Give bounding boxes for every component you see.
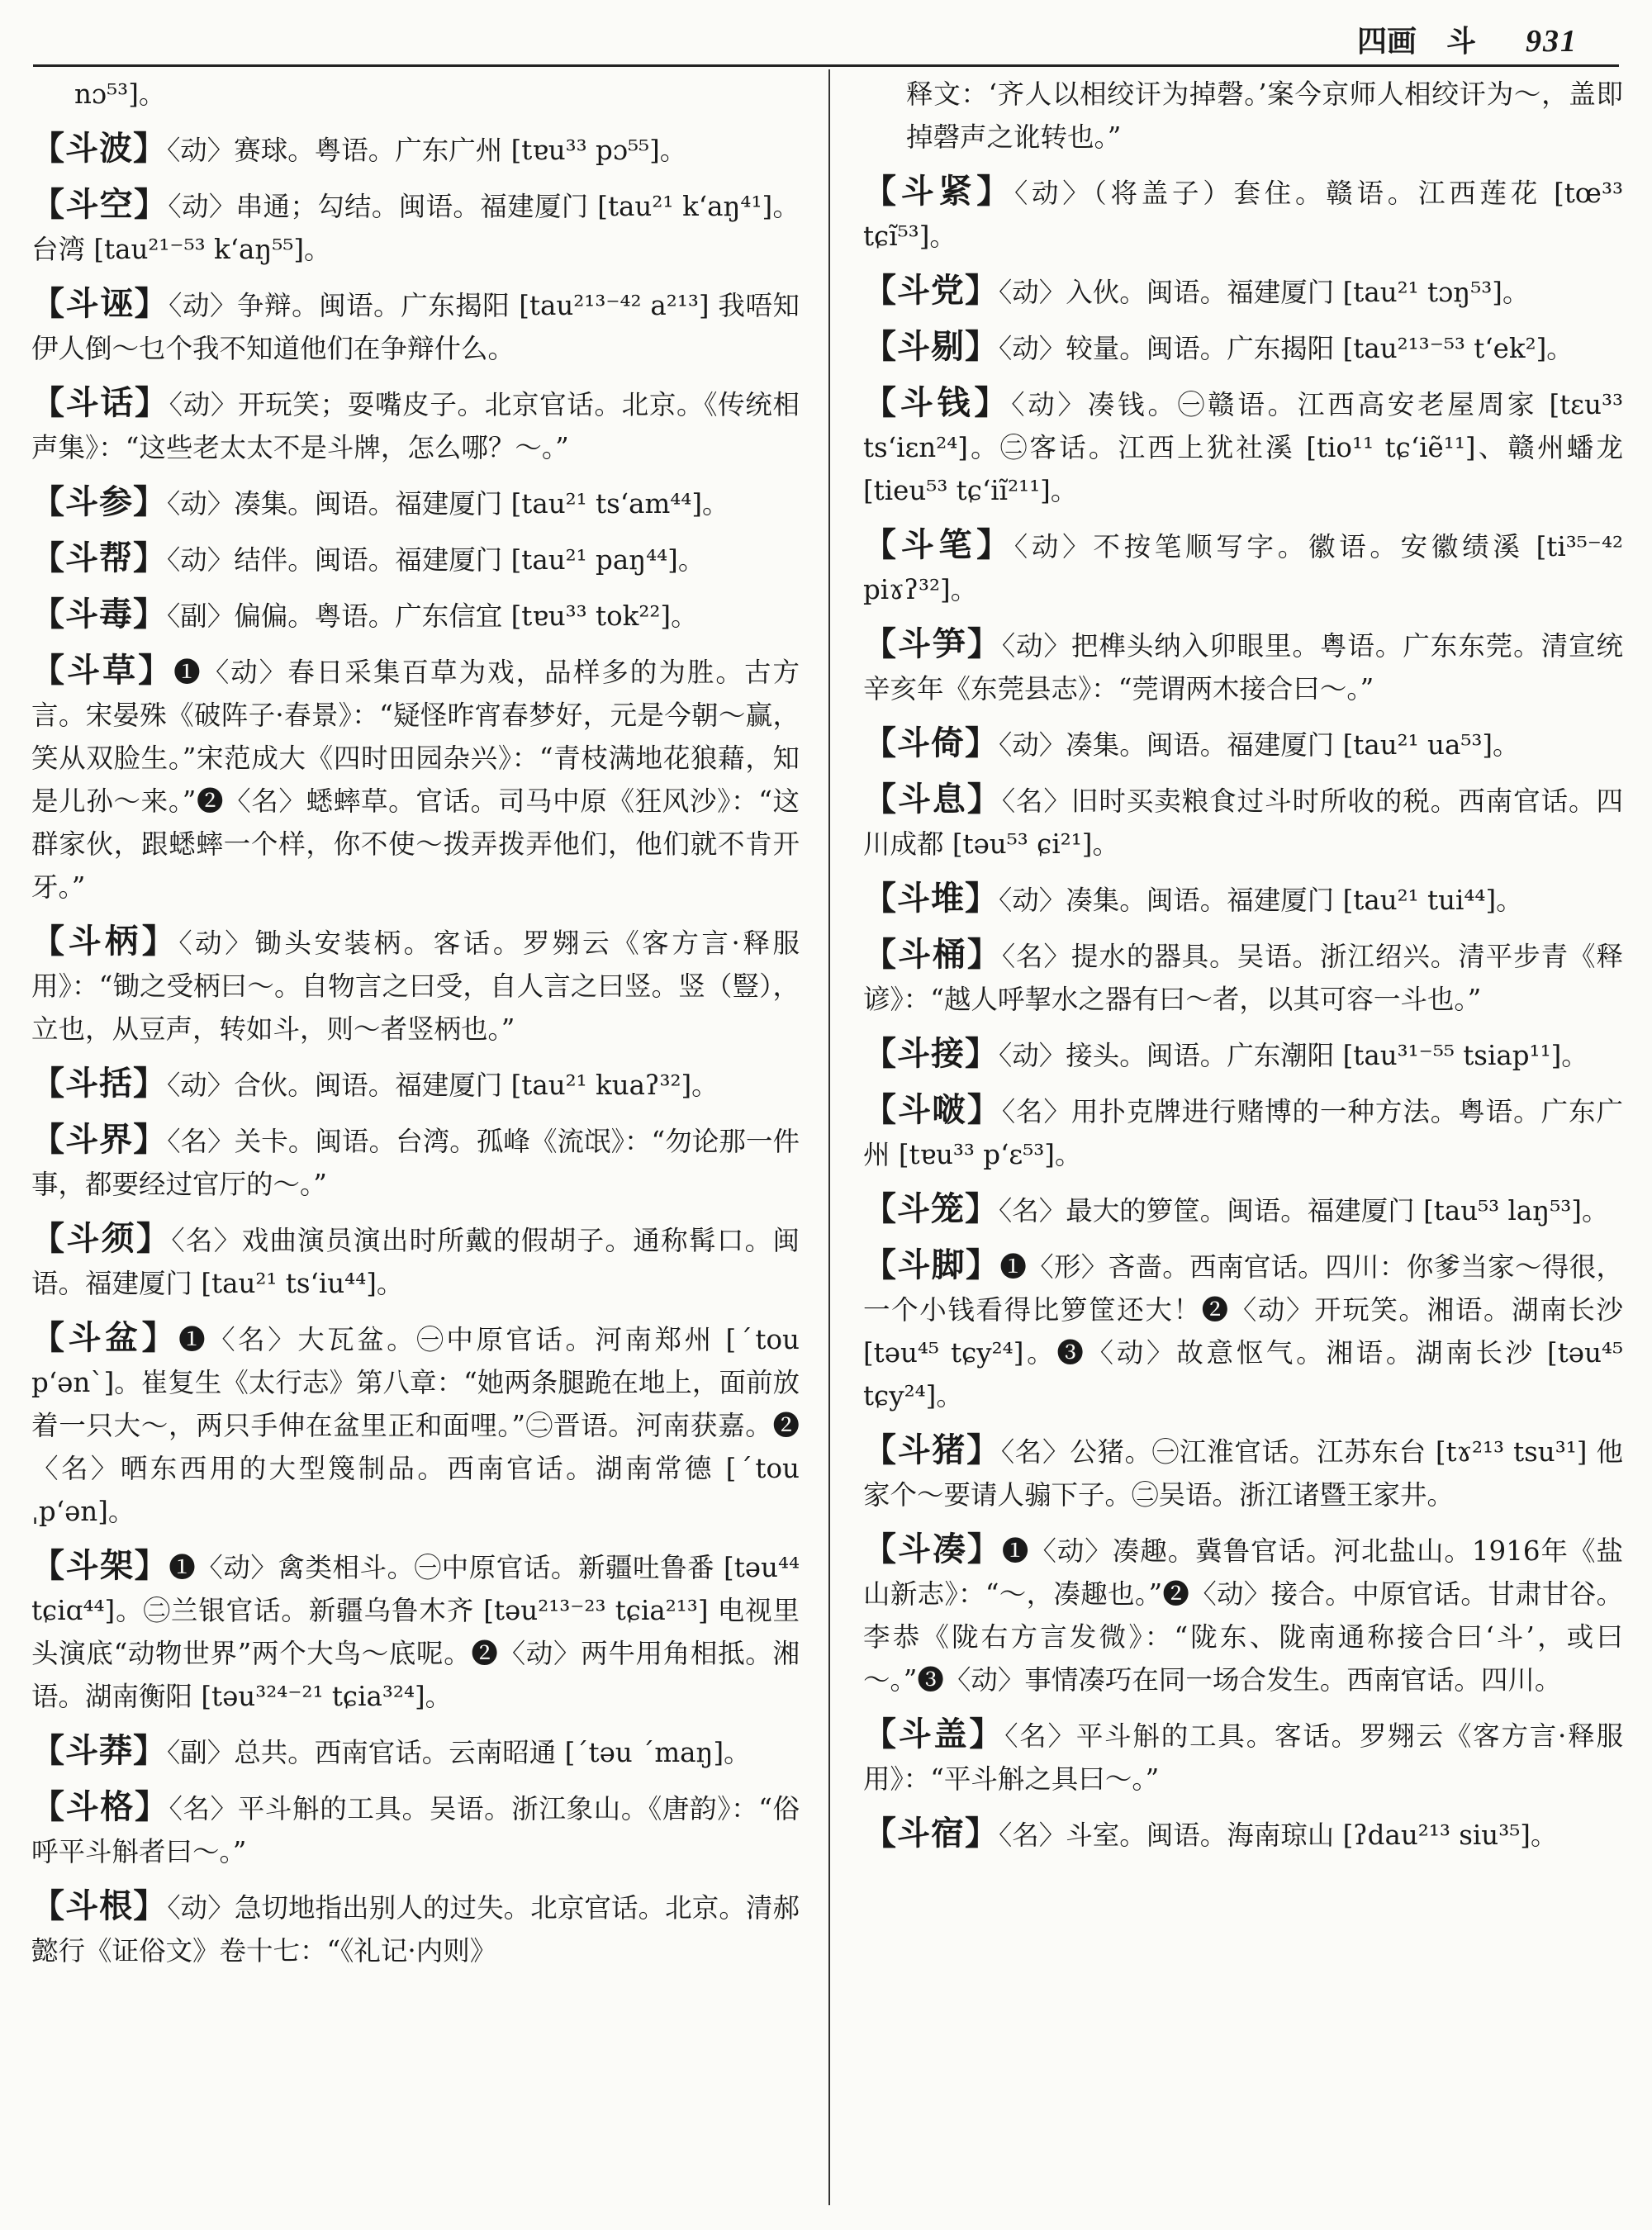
entry-definition: 〈副〉偏偏。粤语。广东信宜 [tɐu³³ tok²²]。 bbox=[167, 600, 698, 632]
entry-headword: 【斗钱】 bbox=[863, 383, 1012, 422]
dictionary-entry bbox=[31, 282, 800, 370]
entry-headword: 【斗空】 bbox=[31, 185, 169, 224]
entry-definition: 释文：‘齐人以相绞讦为掉磬。’案今京师人相绞讦为～，盖即掉磬声之讹转也。” bbox=[906, 78, 1623, 153]
entry-definition: 〈名〉平斗斛的工具。吴语。浙江象山。《唐韵》：“俗呼平斗斛者曰～。” bbox=[31, 1793, 800, 1867]
dictionary-entry bbox=[31, 1729, 800, 1774]
dictionary-entry bbox=[31, 1544, 800, 1718]
entry-headword: 【斗笋】 bbox=[863, 624, 1002, 663]
entry-headword: 【斗柄】 bbox=[31, 922, 179, 961]
entry-headword: 【斗界】 bbox=[31, 1120, 168, 1159]
entry-definition: 〈副〉总共。西南官话。云南昭通 [ˊtəu ˊmaŋ]。 bbox=[167, 1737, 751, 1768]
section-heading: 四画 斗 bbox=[1356, 24, 1476, 59]
column-divider bbox=[828, 69, 830, 2205]
dictionary-entry bbox=[31, 920, 800, 1051]
entry-definition: 〈动〉凑钱。㊀赣语。江西高安老屋周家 [tɛu³³ ts‘iɛn²⁴]。㊁客话。江西上犹社溪 [tio¹¹ tɕ‘iẽ¹¹]、赣州蟠龙 [tieu⁵³ tɕ‘iĩ²¹¹]。 bbox=[863, 389, 1623, 506]
entry-headword: 【斗堆】 bbox=[863, 879, 999, 918]
entry-definition: 〈动〉凑集。闽语。福建厦门 [tau²¹ ts‘am⁴⁴]。 bbox=[167, 488, 729, 520]
entry-definition: 〈动〉接头。闽语。广东潮阳 [tau³¹⁻⁵⁵ tsiap¹¹]。 bbox=[999, 1040, 1588, 1071]
entry-definition: 〈动〉急切地指出别人的过失。北京官话。北京。清郝懿行《证俗文》卷十七：“《礼记·内则》 bbox=[31, 1892, 800, 1967]
entry-definition: ❶〈名〉大瓦盆。㊀中原官话。河南郑州 [ˊtou p‘ənˋ]。崔复生《太行志》第八章：“她两条腿跪在地上，面前放着一只大～，两只手伸在盆里正和面哩。”㊁晋语。河南获嘉。❷〈名〉晒东西用的大型篾制品。西南官话。湖南常德 [ˊtou ˌp‘ən]。 bbox=[31, 1324, 800, 1527]
entry-definition: 〈动〉开玩笑；耍嘴皮子。北京官话。北京。《传统相声集》：“这些老太太不是斗牌，怎么哪？～。” bbox=[31, 389, 800, 463]
dictionary-entry bbox=[31, 1062, 800, 1107]
entry-headword: 【斗笔】 bbox=[863, 525, 1014, 564]
entry-definition: 〈动〉锄头安装柄。客话。罗翙云《客方言·释服用》：“锄之受柄曰～。自物言之曰受，自人言之曰竖。竖（豎），立也，从豆声，转如斗，则～者竖柄也。” bbox=[31, 928, 800, 1045]
entry-headword: 【斗毒】 bbox=[31, 595, 167, 633]
entry-headword: 【斗党】 bbox=[863, 271, 999, 310]
entry-headword: 【斗倚】 bbox=[863, 724, 999, 762]
dictionary-entry bbox=[31, 1317, 800, 1533]
entry-headword: 【斗笼】 bbox=[863, 1189, 999, 1228]
entry-definition: 〈动〉（将盖子）套住。赣语。江西莲花 [tœ³³ tɕĩ⁵³]。 bbox=[863, 178, 1623, 252]
right-column bbox=[863, 73, 1623, 2208]
entry-headword: 【斗剔】 bbox=[863, 327, 999, 366]
dictionary-entry bbox=[31, 1786, 800, 1873]
entry-headword: 【斗紧】 bbox=[863, 172, 1014, 211]
dictionary-entry bbox=[863, 623, 1623, 710]
entry-definition: 〈名〉旧时买卖粮食过斗时所收的税。西南官话。四川成都 [təu⁵³ ɕi²¹]。 bbox=[863, 785, 1623, 860]
entry-headword: 【斗架】 bbox=[31, 1546, 169, 1585]
dictionary-entry bbox=[31, 127, 800, 172]
entry-definition: 〈动〉凑集。闽语。福建厦门 [tau²¹ ua⁵³]。 bbox=[999, 729, 1520, 761]
dictionary-entry bbox=[31, 1217, 800, 1305]
dictionary-entry bbox=[31, 1885, 800, 1972]
entry-definition: 〈动〉把榫头纳入卯眼里。粤语。广东东莞。清宣统辛亥年《东莞县志》：“莞谓两木接合曰～。” bbox=[863, 630, 1623, 705]
entry-headword: 【斗脚】 bbox=[863, 1245, 1000, 1284]
entry-headword: 【斗盆】 bbox=[31, 1318, 179, 1357]
entry-headword: 【斗格】 bbox=[31, 1787, 169, 1826]
entry-definition: 〈动〉结伴。闽语。福建厦门 [tau²¹ paŋ⁴⁴]。 bbox=[167, 544, 705, 576]
dictionary-entry bbox=[863, 1429, 1623, 1516]
dictionary-entry bbox=[863, 1713, 1623, 1801]
entry-headword: 【斗息】 bbox=[863, 780, 1002, 818]
entry-headword: 【斗根】 bbox=[31, 1886, 168, 1925]
dictionary-entry bbox=[31, 73, 800, 116]
dictionary-entry bbox=[863, 1089, 1623, 1176]
entry-definition: 〈动〉凑集。闽语。福建厦门 [tau²¹ tui⁴⁴]。 bbox=[999, 885, 1523, 916]
entry-definition: 〈名〉公猪。㊀江淮官话。江苏东台 [tɤ²¹³ tsu³¹] 他家个～要请人骟下子。㊁吴语。浙江诸暨王家井。 bbox=[863, 1436, 1623, 1511]
dictionary-entry bbox=[863, 1032, 1623, 1077]
entry-definition: 〈动〉较量。闽语。广东揭阳 [tau²¹³⁻⁵³ t‘ek²]。 bbox=[999, 333, 1574, 364]
header-rule bbox=[33, 64, 1619, 67]
entry-definition: ❶〈动〉禽类相斗。㊀中原官话。新疆吐鲁番 [təu⁴⁴ tɕiɑ⁴⁴]。㊁兰银官话。新疆乌鲁木齐 [təu²¹³⁻²³ tɕia²¹³] 电视里头演底“动物世界”两个大鸟～底呢。❷〈动〉两牛用角相抵。湘语。湖南衡阳 [təu³²⁴⁻²¹ tɕia³²⁴]。 bbox=[31, 1552, 800, 1712]
dictionary-entry bbox=[863, 877, 1623, 922]
dictionary-entry bbox=[863, 382, 1623, 512]
dictionary-entry bbox=[31, 649, 800, 909]
entry-definition: nɔ⁵³]。 bbox=[74, 78, 166, 110]
dictionary-entry bbox=[31, 1118, 800, 1206]
entry-headword: 【斗桶】 bbox=[863, 935, 1002, 974]
entry-definition: 〈动〉合伙。闽语。福建厦门 [tau²¹ kuaʔ³²]。 bbox=[167, 1070, 719, 1101]
dictionary-entry bbox=[863, 524, 1623, 611]
entry-definition: 〈名〉最大的箩筐。闽语。福建厦门 [tau⁵³ laŋ⁵³]。 bbox=[999, 1195, 1609, 1226]
entry-headword: 【斗括】 bbox=[31, 1064, 167, 1103]
dictionary-entry bbox=[31, 481, 800, 525]
dictionary-entry bbox=[31, 593, 800, 638]
entry-headword: 【斗凑】 bbox=[863, 1530, 1002, 1568]
entry-definition: 〈名〉戏曲演员演出时所戴的假胡子。通称髯口。闽语。福建厦门 [tau²¹ ts‘iu⁴⁴]。 bbox=[31, 1225, 800, 1299]
dictionary-entry bbox=[863, 269, 1623, 314]
entry-headword: 【斗莽】 bbox=[31, 1731, 167, 1770]
dictionary-entry bbox=[863, 778, 1623, 866]
entry-headword: 【斗须】 bbox=[31, 1219, 172, 1258]
entry-headword: 【斗盖】 bbox=[863, 1715, 1005, 1753]
entry-headword: 【斗接】 bbox=[863, 1034, 999, 1073]
dictionary-entry bbox=[31, 537, 800, 581]
entry-headword: 【斗诬】 bbox=[31, 284, 169, 323]
entry-definition: 〈名〉平斗斛的工具。客话。罗翙云《客方言·释服用》：“平斗斛之具曰～。” bbox=[863, 1720, 1623, 1795]
entry-headword: 【斗宿】 bbox=[863, 1814, 999, 1853]
entry-definition: 〈名〉提水的器具。吴语。浙江绍兴。清平步青《释谚》：“越人呼挈水之器有曰～者，以其可容一斗也。” bbox=[863, 941, 1623, 1015]
page-header bbox=[1357, 18, 1578, 60]
entry-headword: 【斗啵】 bbox=[863, 1090, 1002, 1129]
entry-definition: 〈动〉入伙。闽语。福建厦门 [tau²¹ tɔŋ⁵³]。 bbox=[999, 277, 1530, 308]
entry-headword: 【斗猪】 bbox=[863, 1431, 1001, 1469]
entry-definition: 〈动〉赛球。粤语。广东广州 [tɐu³³ pɔ⁵⁵]。 bbox=[167, 135, 687, 166]
dictionary-entry bbox=[863, 1244, 1623, 1417]
dictionary-entry bbox=[31, 183, 800, 271]
page-number: 931 bbox=[1526, 24, 1578, 59]
dictionary-entry bbox=[863, 73, 1623, 159]
entry-definition: 〈动〉争辩。闽语。广东揭阳 [tau²¹³⁻⁴² a²¹³] 我唔知伊人倒～乜个我不知道他们在争辩什么。 bbox=[31, 290, 800, 364]
entry-definition: 〈名〉关卡。闽语。台湾。孤峰《流氓》：“勿论那一件事，都要经过官厅的～。” bbox=[31, 1126, 800, 1200]
entry-definition: ❶〈动〉春日采集百草为戏，品样多的为胜。古方言。宋晏殊《破阵子·春景》：“疑怪昨宵春梦好，元是今朝～赢，笑从双脸生。”宋范成大《四时田园杂兴》：“青枝满地花狼藉，知是儿孙～来。”❷〈名〉蟋蟀草。官话。司马中原《狂风沙》：“这群家伙，跟蟋蟀一个样，你不使～拨弄拨弄他们，他们就不肯开牙。” bbox=[31, 657, 800, 903]
dictionary-entry bbox=[863, 1188, 1623, 1232]
left-column bbox=[31, 73, 800, 2208]
dictionary-entry bbox=[31, 382, 800, 469]
dictionary-entry bbox=[863, 722, 1623, 766]
entry-headword: 【斗话】 bbox=[31, 383, 169, 422]
entry-headword: 【斗参】 bbox=[31, 482, 167, 521]
dictionary-entry bbox=[863, 933, 1623, 1021]
dictionary-entry bbox=[863, 1812, 1623, 1857]
entry-definition: ❶〈动〉凑趣。冀鲁官话。河北盐山。1916年《盐山新志》：“～，凑趣也。”❷〈动〉接合。中原官话。甘肃甘谷。李恭《陇右方言发微》：“陇东、陇南通称接合曰‘斗’，或曰～。”❸〈动〉事情凑巧在同一场合发生。西南官话。四川。 bbox=[863, 1535, 1623, 1696]
dictionary-entry bbox=[863, 170, 1623, 258]
entry-definition: 〈动〉串通；勾结。闽语。福建厦门 [tau²¹ k‘aŋ⁴¹]。台湾 [tau²¹⁻⁵³ k‘aŋ⁵⁵]。 bbox=[31, 191, 800, 265]
dictionary-entry bbox=[863, 1528, 1623, 1701]
entry-definition: ❶〈形〉吝啬。西南官话。四川：你爹当家～得很，一个小钱看得比箩筐还大！❷〈动〉开玩笑。湘语。湖南长沙 [təu⁴⁵ tɕy²⁴]。❸〈动〉故意怄气。湘语。湖南长沙 [təu⁴⁵ tɕy²⁴]。 bbox=[863, 1251, 1623, 1412]
entry-definition: 〈动〉不按笔顺写字。徽语。安徽绩溪 [ti³⁵⁻⁴² piɤʔ³²]。 bbox=[863, 531, 1623, 605]
entry-headword: 【斗帮】 bbox=[31, 539, 167, 577]
entry-headword: 【斗草】 bbox=[31, 651, 174, 690]
dictionary-entry bbox=[863, 325, 1623, 370]
entry-definition: 〈名〉用扑克牌进行赌博的一种方法。粤语。广东广州 [tɐu³³ p‘ɛ⁵³]。 bbox=[863, 1096, 1623, 1170]
entry-definition: 〈名〉斗室。闽语。海南琼山 [ʔdau²¹³ siu³⁵]。 bbox=[999, 1820, 1558, 1851]
entry-headword: 【斗波】 bbox=[31, 129, 167, 168]
